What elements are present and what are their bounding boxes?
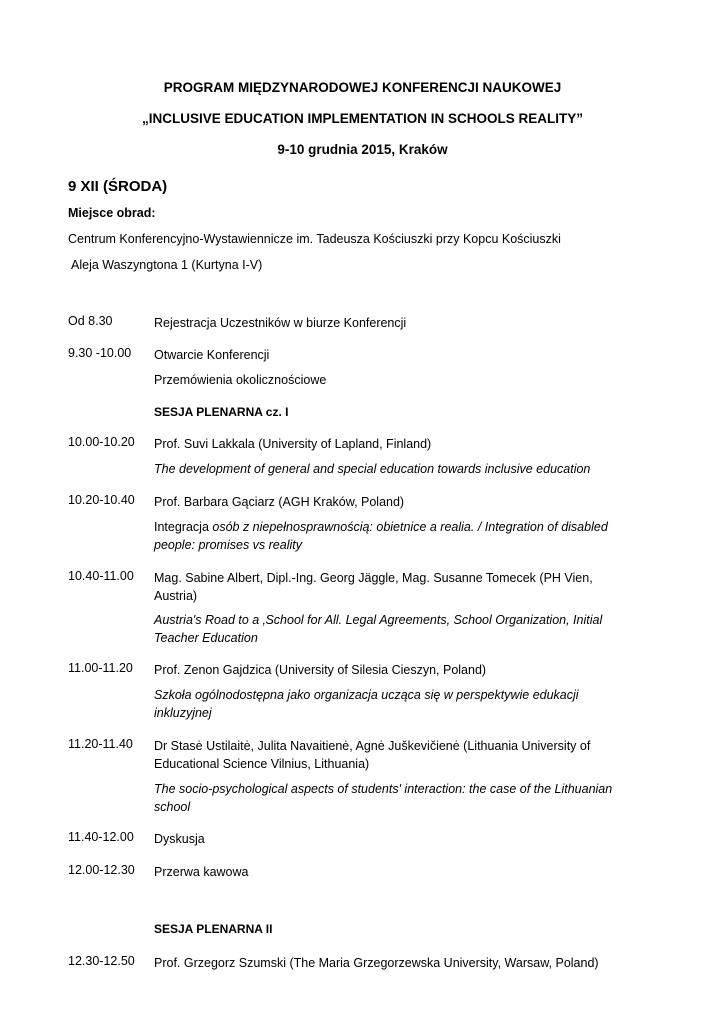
day-heading: 9 XII (ŚRODA) bbox=[68, 178, 168, 195]
schedule-time: 10.00-10.20 bbox=[68, 435, 135, 449]
talk-title: Szkoła ogólnodostępna jako organizacja ucząca się w perspektywie edukacji inkluzyjnej bbox=[154, 688, 579, 720]
conference-date: 9-10 grudnia 2015, Kraków bbox=[277, 142, 448, 157]
schedule-time: Od 8.30 bbox=[68, 314, 113, 328]
schedule-time: 11.00-11.20 bbox=[68, 661, 133, 675]
schedule-time: 11.40-12.00 bbox=[68, 830, 134, 844]
speaker: Prof. Grzegorz Szumski (The Maria Grzegorzewska University, Warsaw, Poland) bbox=[154, 956, 599, 970]
speaker: Dr Stasė Ustilaitė, Julita Navaitienė, Agnė Juškevičienė (Lithuania University of Educational Science Vilnius, Lithuania) bbox=[154, 739, 591, 771]
talk-title: The socio-psychological aspects of students' interaction: the case of the Lithuanian school bbox=[154, 782, 613, 814]
venue-name: Centrum Konferencyjno-Wystawiennicze im. Tadeusza Kościuszki przy Kopcu Kościuszki bbox=[68, 232, 561, 246]
speaker: Prof. Barbara Gąciarz (AGH Kraków, Poland) bbox=[154, 495, 405, 509]
schedule-item: Rejestracja Uczestników w biurze Konferencji bbox=[154, 316, 407, 330]
schedule-time: 12.00-12.30 bbox=[68, 863, 135, 877]
venue-address: Aleja Waszyngtona 1 (Kurtyna I-V) bbox=[71, 258, 263, 272]
talk-title bbox=[154, 518, 634, 554]
speaker: Prof. Zenon Gajdzica (University of Silesia Cieszyn, Poland) bbox=[154, 663, 487, 677]
talk-title: The development of general and special education towards inclusive education bbox=[154, 462, 591, 476]
talk-title-italic: osób z niepełnosprawnością: obietnice a realia. / Integration of disabled people: promises vs reality bbox=[154, 520, 608, 552]
speaker: Mag. Sabine Albert, Dipl.-Ing. Georg Jäggle, Mag. Susanne Tomecek (PH Vien, Austria) bbox=[154, 571, 593, 603]
schedule-item: Przemówienia okolicznościowe bbox=[154, 373, 327, 387]
talk-title: Austria's Road to a ‚School for All. Legal Agreements, School Organization, Initial Teacher Education bbox=[154, 613, 603, 645]
schedule-item: Przerwa kawowa bbox=[154, 865, 249, 879]
schedule-time: 9.30 -10.00 bbox=[68, 346, 132, 360]
schedule-item: Otwarcie Konferencji bbox=[154, 348, 270, 362]
schedule-time: 11.20-11.40 bbox=[68, 737, 133, 751]
schedule-time: 10.20-10.40 bbox=[68, 493, 135, 507]
program-title: PROGRAM MIĘDZYNARODOWEJ KONFERENCJI NAUKOWEJ bbox=[163, 80, 562, 95]
talk-title-plain: Integracja bbox=[154, 520, 213, 534]
session-heading: SESJA PLENARNA cz. I bbox=[154, 405, 289, 419]
schedule-time: 12.30-12.50 bbox=[68, 954, 135, 968]
schedule-time: 10.40-11.00 bbox=[68, 569, 134, 583]
speaker: Prof. Suvi Lakkala (University of Lapland, Finland) bbox=[154, 437, 432, 451]
session-heading: SESJA PLENARNA II bbox=[154, 922, 273, 936]
venue-label: Miejsce obrad: bbox=[68, 206, 156, 220]
schedule-item: Dyskusja bbox=[154, 832, 205, 846]
conference-title: „INCLUSIVE EDUCATION IMPLEMENTATION IN SCHOOLS REALITY” bbox=[141, 111, 583, 126]
